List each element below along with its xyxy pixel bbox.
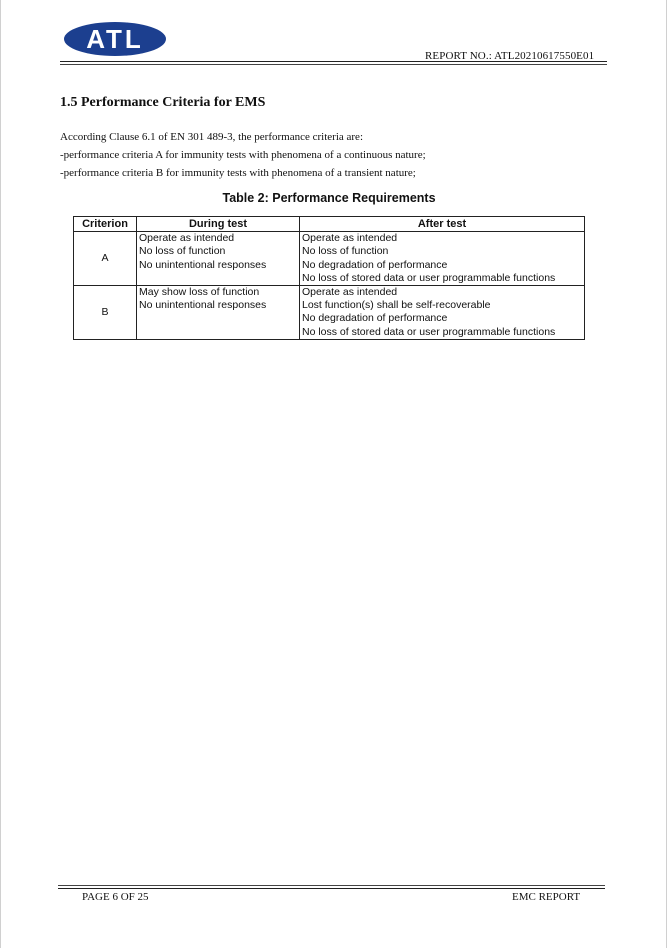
header-after-test: After test bbox=[300, 217, 585, 232]
after-line: No loss of stored data or user programmable functions bbox=[302, 271, 556, 284]
after-line: No loss of stored data or user programmable functions bbox=[302, 325, 556, 338]
logo-text: ATL bbox=[86, 24, 144, 54]
footer-rule bbox=[58, 888, 605, 889]
after-line: Operate as intended bbox=[302, 232, 398, 245]
table-caption: Table 2: Performance Requirements bbox=[222, 191, 436, 205]
during-line: No unintentional responses bbox=[139, 258, 267, 271]
after-test-cell bbox=[300, 286, 585, 340]
criterion-cell: A bbox=[74, 232, 137, 286]
after-line: Operate as intended bbox=[302, 286, 398, 299]
paragraph-intro: According Clause 6.1 of EN 301 489-3, the performance criteria are: bbox=[60, 131, 363, 143]
section-title: 1.5 Performance Criteria for EMS bbox=[60, 95, 266, 110]
header-rule-thin bbox=[60, 64, 607, 65]
during-line: Operate as intended bbox=[139, 232, 235, 245]
after-line: No degradation of performance bbox=[302, 258, 448, 271]
atl-logo bbox=[63, 21, 167, 57]
paragraph-criteria-b: -performance criteria B for immunity tests with phenomena of a transient nature; bbox=[60, 167, 416, 179]
during-line: May show loss of function bbox=[139, 286, 260, 299]
after-line: No loss of function bbox=[302, 245, 389, 258]
during-line: No loss of function bbox=[139, 245, 226, 258]
after-line: Lost function(s) shall be self-recoverable bbox=[302, 299, 491, 312]
report-number: REPORT NO.: ATL20210617550E01 bbox=[425, 50, 595, 62]
page-number: PAGE 6 OF 25 bbox=[82, 891, 149, 903]
table-row bbox=[74, 232, 585, 286]
header-during-test: During test bbox=[137, 217, 300, 232]
table-row bbox=[74, 286, 585, 340]
paragraph-criteria-a: -performance criteria A for immunity tests with phenomena of a continuous nature; bbox=[60, 149, 426, 161]
after-line: No degradation of performance bbox=[302, 312, 448, 325]
header-criterion: Criterion bbox=[74, 217, 137, 232]
during-test-cell bbox=[137, 232, 300, 286]
after-test-cell bbox=[300, 232, 585, 286]
during-test-cell bbox=[137, 286, 300, 340]
footer-rule-thin bbox=[58, 885, 605, 886]
table-header-row bbox=[74, 217, 585, 232]
criterion-cell: B bbox=[74, 286, 137, 340]
header-rule bbox=[60, 61, 607, 62]
during-line: No unintentional responses bbox=[139, 299, 267, 312]
performance-requirements-table bbox=[73, 216, 585, 340]
footer-title: EMC REPORT bbox=[512, 891, 581, 903]
